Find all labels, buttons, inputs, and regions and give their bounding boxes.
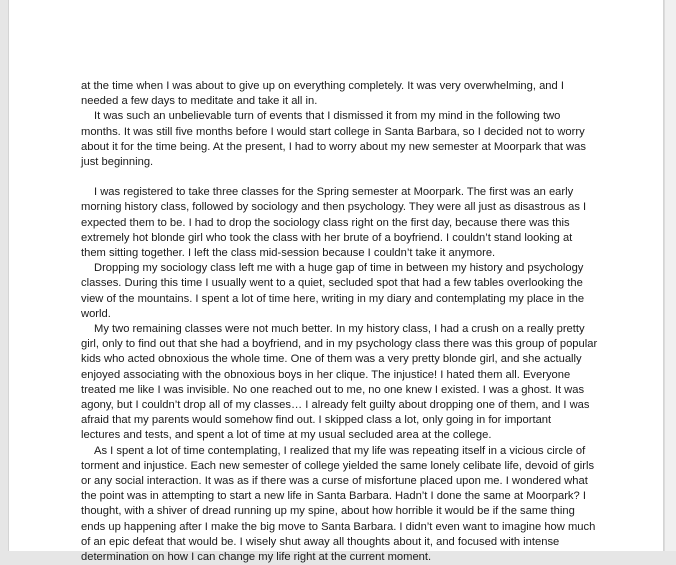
text-line: Dropping my sociology class left me with a huge gap of time in between my history and psychology [94,262,584,275]
text-line: torment and injustice. Each new semester of college yielded the same lonely celibate life, devoid of girls [81,459,595,472]
text-line: determination on how I can change my life right at the current moment. [81,551,432,564]
paragraph [81,444,601,565]
text-line: needed a few days to meditate and take it all in. [81,95,318,108]
text-line: at the time when I was about to give up on everything completely. It was very overwhelming, and I [81,80,564,92]
paragraph [81,185,601,261]
text-line: morning history class, followed by sociology and then psychology. They were all just as disastrous as I [81,201,587,214]
text-line: agony, but I couldn’t drop all of my classes… I already felt guilty about dropping one of them, and I was [81,399,590,412]
text-line: I was registered to take three classes for the Spring semester at Moorpark. The first was an early [94,186,574,199]
text-line: enjoyed associating with the obnoxious boys in her clique. The injustice! I hated them all. Everyone [81,368,571,381]
document-page [8,0,664,564]
text-line: It was such an unbelievable turn of events that I dismissed it from my mind in the following two [94,110,561,123]
text-line: lectures and tests, and spent a lot of time at my usual secluded area at the college. [81,429,492,442]
paragraph [81,109,601,170]
text-line: just beginning. [81,156,154,169]
text-line: the point was in attempting to start a new life in Santa Barbara. Hadn’t I done the same at Moorpark? I [81,490,586,503]
text-line: kids who acted obnoxious the whole time. One of them was a very pretty blonde girl, and she actually [81,353,582,366]
text-line: thought, with a shiver of dread running up my spine, about how horrible it would be if the same thing [81,505,575,518]
blank-line [81,170,601,185]
text-line: My two remaining classes were not much better. In my history class, I had a crush on a really pretty [94,323,585,336]
text-line: extremely hot blonde girl who took the class with her brute of a boyfriend. I couldn’t stand looking at [81,231,573,244]
text-line: months. It was still five months before I would start college in Santa Barbara, so I decided not to worry [81,125,585,138]
text-line: world. [81,307,111,320]
text-line: ends up happening after I make the big move to Santa Barbara. I didn’t even want to imagine how much [81,520,596,533]
text-line: of an epic defeat that would be. I wisely shut away all thoughts about it, and focused with intense [81,535,560,548]
text-line: girl, only to find out that she had a boyfriend, and in my psychology class there was this group of popular [81,338,598,351]
text-line: or any social interaction. It was as if there was a curse of misfortune placed upon me. I wondered what [81,475,588,488]
text-line: afraid that my parents would somehow find out. I skipped class a lot, only going in for important [81,414,552,427]
text-line: treated me like I was invisible. No one reached out to me, no one knew I existed. I was a ghost. It was [81,383,585,396]
text-line: expected them to be. I had to drop the sociology class right on the first day, because there was this [81,216,570,229]
text-line: classes. During this time I usually went to a quiet, secluded spot that had a few tables overlooking the [81,277,583,290]
text-line: view of the mountains. I spent a lot of time here, writing in my diary and contemplating my place in the [81,292,585,305]
vertical-scrollbar[interactable] [664,0,676,551]
paragraph [81,79,601,109]
paragraph [81,261,601,322]
text-line: As I spent a lot of time contemplating, I realized that my life was repeating itself in a vicious circle of [94,444,586,457]
paragraph [81,322,601,444]
document-body [81,79,601,565]
text-line: about it for the time being. At the present, I had to worry about my new semester at Moorpark that was [81,140,586,153]
text-line: them sitting together. I left the class mid-session because I couldn’t take it anymore. [81,247,496,260]
